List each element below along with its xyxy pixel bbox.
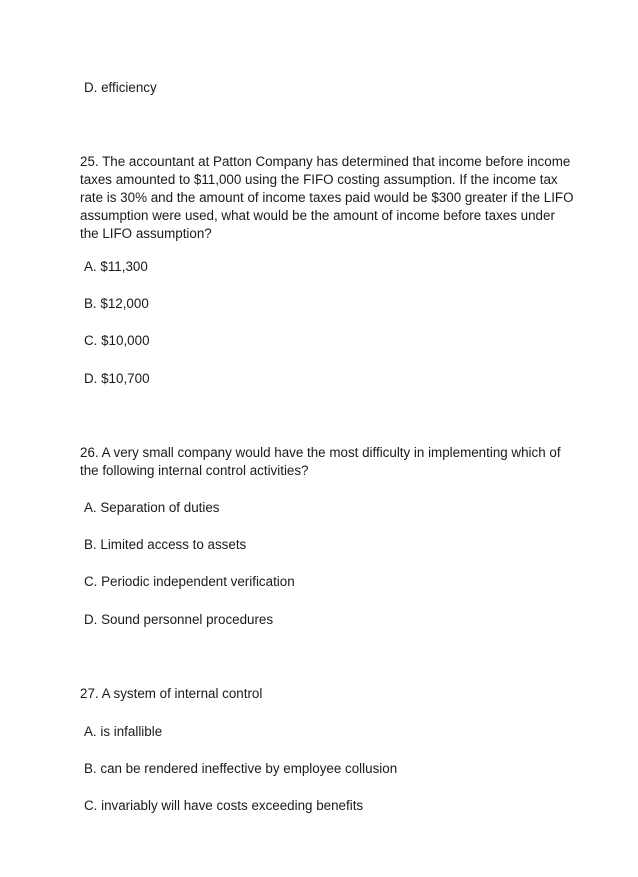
- question-25-line-4: assumption were used, what would be the amount of income before taxes under: [80, 208, 555, 223]
- question-26-option-d: D. Sound personnel procedures: [84, 612, 274, 627]
- question-25-line-2: taxes amounted to $11,000 using the FIFO costing assumption. If the income tax: [80, 172, 558, 187]
- question-26-option-a: A. Separation of duties: [84, 500, 220, 515]
- question-25-line-5: the LIFO assumption?: [80, 226, 212, 241]
- question-26-line-2: the following internal control activities?: [80, 463, 309, 478]
- question-26-line-1: 26. A very small company would have the most difficulty in implementing which of: [80, 445, 561, 460]
- question-27-line-1: 27. A system of internal control: [80, 686, 263, 701]
- question-26-option-b: B. Limited access to assets: [84, 537, 247, 552]
- question-25-line-3: rate is 30% and the amount of income taxes paid would be $300 greater if the LIFO: [80, 190, 574, 205]
- question-27-option-b: B. can be rendered ineffective by employee collusion: [84, 761, 398, 776]
- question-25-line-1: 25. The accountant at Patton Company has determined that income before income: [80, 154, 571, 169]
- question-25-option-c: C. $10,000: [84, 333, 150, 348]
- question-27-option-a: A. is infallible: [84, 724, 163, 739]
- question-26-option-c: C. Periodic independent verification: [84, 574, 295, 589]
- question-25-option-b: B. $12,000: [84, 296, 149, 311]
- question-25-option-a: A. $11,300: [84, 259, 148, 274]
- question-25-option-d: D. $10,700: [84, 371, 150, 386]
- question-27-option-c: C. invariably will have costs exceeding benefits: [84, 798, 364, 813]
- option-d-prev: D. efficiency: [84, 80, 157, 95]
